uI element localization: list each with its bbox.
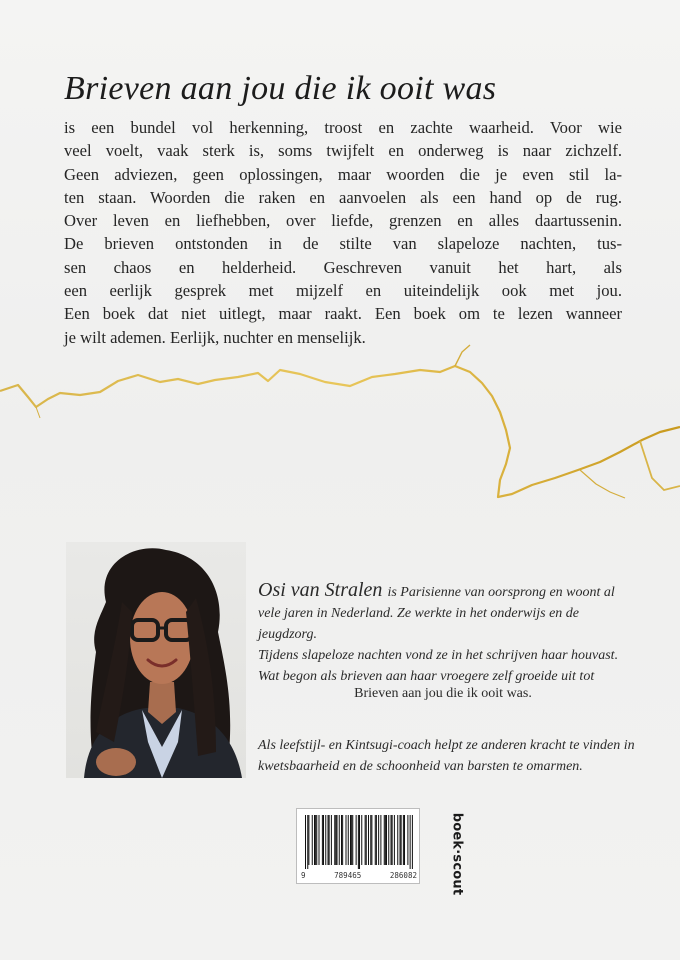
publisher-name: boek·scout — [449, 812, 465, 896]
barcode-bar — [328, 815, 329, 865]
barcode-bar — [337, 815, 338, 865]
coach-line: kwetsbaarheid en de schoonheid van barsten te omarmen. — [258, 759, 583, 774]
barcode-bar — [350, 815, 351, 865]
barcode-bar — [339, 815, 340, 865]
barcode-bar — [394, 815, 395, 865]
book-blurb — [64, 116, 622, 349]
barcode-bar — [397, 815, 398, 865]
barcode-bar — [361, 815, 362, 865]
author-bio — [258, 580, 638, 687]
blurb-line: Over leven en liefhebben, over liefde, grenzen en alles daartussenin. — [64, 211, 622, 231]
barcode-bar — [376, 815, 377, 865]
publisher-logo — [445, 808, 469, 900]
barcode-bar — [371, 815, 372, 865]
isbn-barcode — [296, 808, 420, 884]
author-name: Osi van Stralen — [258, 579, 388, 601]
barcode-bar — [386, 815, 387, 865]
barcode-bars — [305, 815, 413, 869]
isbn-digit-group: 286082 — [389, 871, 417, 880]
barcode-bar — [319, 815, 320, 865]
book-reference: Brieven aan jou die ik ooit was. — [354, 686, 532, 701]
blurb-line: Een boek dat niet uitlegt, maar raakt. Een boek om te lezen wanneer — [64, 304, 622, 324]
barcode-bar — [316, 815, 317, 865]
barcode-bar — [392, 815, 393, 865]
barcode-bar — [401, 815, 402, 865]
author-bio-line: Tijdens slapeloze nachten vond ze in het schrijven haar houvast. — [258, 648, 619, 663]
barcode-bar — [385, 815, 386, 865]
barcode-bar — [375, 815, 376, 865]
barcode-bar — [305, 815, 306, 869]
author-bio-line: is Parisienne van oorsprong en woont al — [387, 585, 615, 600]
barcode-bar — [365, 815, 366, 865]
barcode-bar — [322, 815, 323, 865]
barcode-bar — [370, 815, 371, 865]
barcode-bar — [325, 815, 326, 865]
barcode-bar — [403, 815, 404, 865]
blurb-line: Geen adviezen, geen oplossingen, maar woorden die je even stil la- — [64, 164, 622, 184]
blurb-line: is een bundel vol herkenning, troost en zachte waarheid. Voor wie — [64, 118, 622, 137]
barcode-bar — [341, 815, 342, 865]
blurb-line: je wilt ademen. Eerlijk, nuchter en menselijk. — [64, 327, 366, 347]
barcode-bar — [384, 815, 385, 865]
author-bio-line: vele jaren in Nederland. Ze werkte in het onderwijs en de jeugdzorg. — [258, 606, 580, 642]
barcode-bar — [334, 815, 335, 865]
barcode-bar — [359, 815, 360, 869]
blurb-line: De brieven ontstonden in de stilte van slapeloze nachten, tus- — [64, 234, 622, 254]
barcode-bar — [391, 815, 392, 865]
barcode-bar — [404, 815, 405, 865]
barcode-bar — [329, 815, 330, 865]
blurb-line: ten staan. Woorden die raken en aanvoelen als een hand op de rug. — [64, 187, 622, 207]
barcode-bar — [366, 815, 367, 865]
barcode-bar — [314, 815, 315, 865]
barcode-bar — [315, 815, 316, 865]
barcode-bar — [410, 815, 411, 869]
blurb-line: een eerlijk gesprek met mijzelf en uiteindelijk ook met jou. — [64, 281, 622, 301]
barcode-bar — [378, 815, 379, 865]
barcode-bar — [312, 815, 313, 865]
barcode-bar — [368, 815, 369, 865]
coach-text — [258, 735, 638, 777]
barcode-bar — [335, 815, 336, 865]
book-title: Brieven aan jou die ik ooit was — [64, 70, 497, 107]
barcode-bar — [307, 815, 308, 869]
author-photo — [66, 542, 246, 778]
barcode-bar — [380, 815, 381, 865]
barcode-bar — [352, 815, 353, 865]
barcode-bar — [412, 815, 413, 869]
barcode-bar — [388, 815, 389, 865]
isbn-digit-group: 789465 — [334, 871, 362, 880]
isbn-digits — [301, 871, 417, 880]
barcode-bar — [323, 815, 324, 865]
barcode-bar — [351, 815, 352, 865]
barcode-bar — [358, 815, 359, 869]
barcode-bar — [331, 815, 332, 865]
barcode-bar — [342, 815, 343, 865]
blurb-line: sen chaos en helderheid. Geschreven vanuit het hart, als — [64, 257, 622, 277]
barcode-bar — [308, 815, 309, 865]
barcode-bar — [407, 815, 408, 865]
barcode-bar — [348, 815, 349, 865]
author-bio-line: Wat begon als brieven aan haar vroegere zelf groeide uit tot — [258, 669, 595, 684]
barcode-bar — [346, 815, 347, 865]
blurb-line: veel voelt, vaak sterk is, soms twijfelt en onderweg is naar zichzelf. — [64, 141, 622, 161]
coach-line: Als leefstijl- en Kintsugi-coach helpt ze anderen kracht te vinden in — [258, 738, 635, 753]
barcode-bar — [356, 815, 357, 865]
author-portrait-illustration — [66, 542, 246, 778]
barcode-bar — [400, 815, 401, 865]
isbn-digit-group: 9 — [301, 871, 306, 880]
